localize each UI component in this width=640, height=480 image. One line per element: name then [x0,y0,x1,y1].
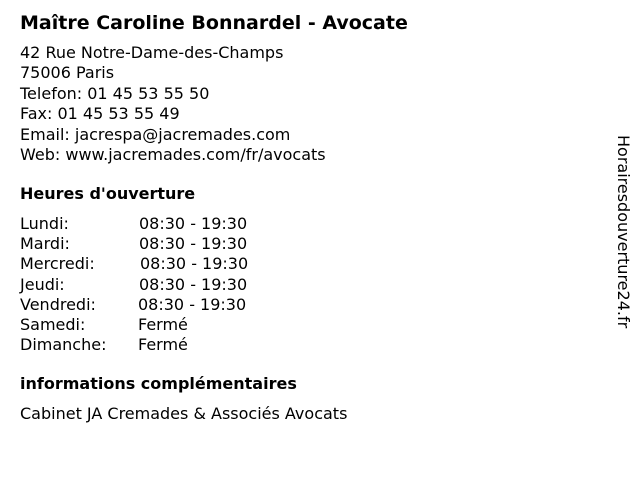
phone-line: Telefon: 01 45 53 55 50 [20,83,210,103]
hours-day: Mardi: [20,234,70,254]
hours-time: 08:30 - 19:30 [139,234,248,254]
site-watermark [613,135,633,345]
hours-time: 08:30 - 19:30 [138,294,247,314]
hours-time: 08:30 - 19:30 [139,214,248,233]
hours-time: 08:30 - 19:30 [139,274,248,294]
address-street: 42 Rue Notre-Dame-des-Champs [20,43,284,62]
hours-day: Jeudi: [20,274,65,294]
hours-heading: Heures d'ouverture [20,184,196,203]
info-heading: informations complémentaires [20,374,297,393]
info-text: Cabinet JA Cremades & Associés Avocats [20,404,348,423]
hours-day: Samedi: [20,314,86,334]
address-city: 75006 Paris [20,63,115,83]
contact-block [20,43,326,165]
fax-line: Fax: 01 45 53 55 49 [20,104,180,124]
email-line: Email: jacrespa@jacremades.com [20,124,291,144]
hours-time: Fermé [138,335,188,355]
web-line: Web: www.jacremades.com/fr/avocats [20,144,326,164]
hours-time: Fermé [138,314,188,334]
hours-day: Lundi: [20,214,69,233]
hours-day: Dimanche: [20,335,107,355]
watermark-text: Horairesdouverture24.fr [614,135,633,329]
hours-day: Mercredi: [20,254,95,274]
page-title: Maître Caroline Bonnardel - Avocate [20,12,408,34]
hours-day: Vendredi: [20,294,96,314]
hours-time: 08:30 - 19:30 [140,254,249,274]
